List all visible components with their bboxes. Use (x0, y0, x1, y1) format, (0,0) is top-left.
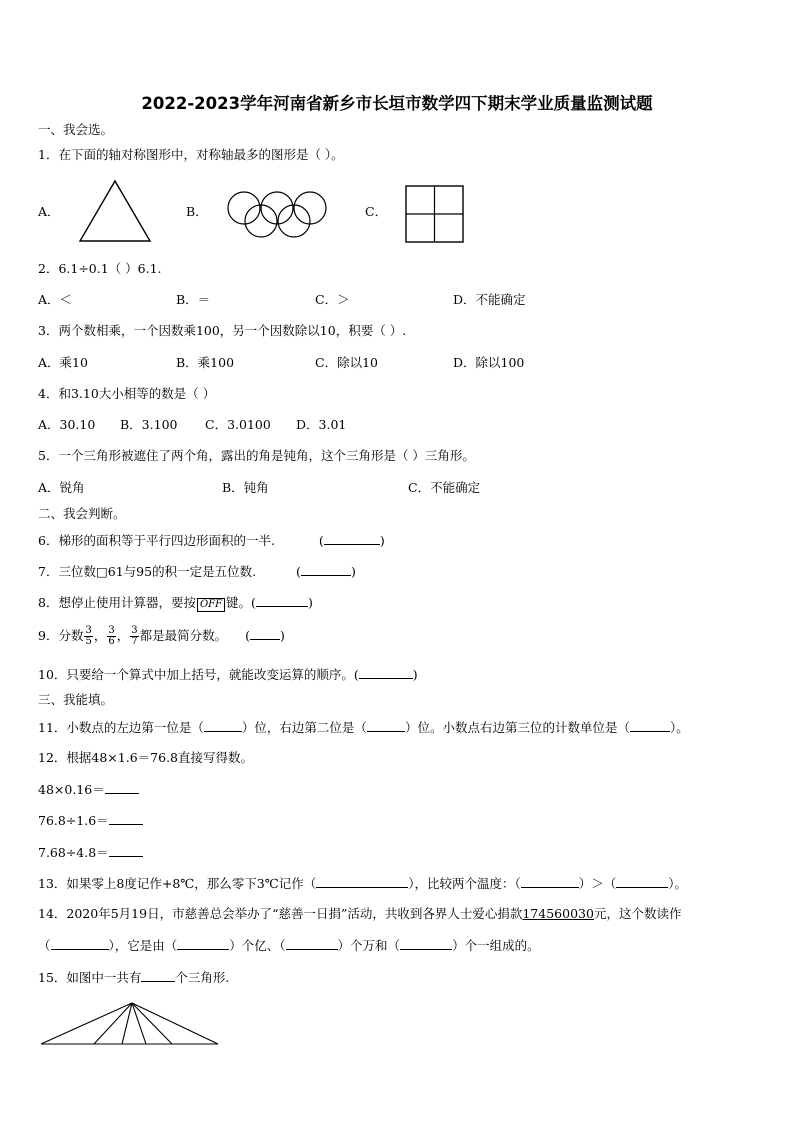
question-1-option-c: C． (365, 204, 388, 219)
question-7-stem: 7．三位数□61与95的积一定是五位数. (38, 564, 257, 579)
question-2-option-b: B．＝ (176, 292, 211, 307)
question-12-blank-2[interactable] (109, 812, 143, 825)
question-12-line-2: 76.8÷1.6＝ (38, 812, 143, 829)
question-8-text: 8．想停止使用计算器，要按 OFF 键。( ) (38, 595, 313, 610)
question-14-part-b: 元，这个数读作 (593, 906, 682, 921)
question-9-text: 9．分数 $\frac{3}{5}$ ， $\frac{3}{6}$ ， $\frac{3}{7}$ 都是最简分数。 ( ) (38, 625, 285, 647)
question-3-option-b: B．乘100 (176, 355, 235, 370)
question-12-line-3: 7.68÷4.8＝ (38, 844, 143, 861)
question-11-blank-3[interactable] (630, 719, 670, 732)
question-4-stem: 4．和3.10大小相等的数是（ ） (38, 386, 216, 401)
question-4-option-a: A．30.10 (38, 417, 96, 432)
section-heading-choice: 一、我会选。 (38, 122, 114, 137)
question-13-text (38, 875, 687, 892)
question-14-part-d: ），它是由（ (108, 938, 178, 953)
question-12-stem: 12．根据48×1.6＝76.8直接写得数。 (38, 750, 253, 765)
question-14-blank-1[interactable] (51, 937, 109, 950)
question-15-part-b: 个三角形. (175, 970, 230, 985)
question-14-blank-3[interactable] (286, 937, 338, 950)
question-13-part-b: ），比较两个温度：（ (408, 876, 521, 891)
question-14-blank-2[interactable] (177, 937, 229, 950)
question-4-option-c: C．3.0100 (205, 417, 271, 432)
question-1-stem: 1．在下面的轴对称图形中，对称轴最多的图形是（ ）。 (38, 147, 344, 162)
question-14-part-a: 14．2020年5月19日，市慈善总会举办了“慈善一日捐”活动，共收到各界人士爱心捐款 (38, 906, 523, 921)
question-9-stem-end: 都是最简分数。 (139, 628, 228, 643)
square-grid-figure (405, 185, 465, 243)
question-12-blank-3[interactable] (109, 844, 143, 857)
question-11-part-b: ）位，右边第二位是（ (241, 720, 367, 735)
fraction-3-6: $\frac{3}{6}$ (108, 625, 115, 647)
question-8-answer-blank[interactable] (256, 594, 308, 607)
fraction-3-7: $\frac{3}{7}$ (131, 625, 138, 647)
question-11-part-a: 11．小数点的左边第一位是（ (38, 720, 204, 735)
question-11-part-c: ）位。小数点右边第三位的计数单位是（ (404, 720, 630, 735)
question-5-option-c: C．不能确定 (408, 480, 481, 495)
question-3-option-a: A．乘10 (38, 355, 88, 370)
question-12-line-1: 48×0.16＝ (38, 781, 139, 798)
question-14-part-f: ）个万和（ (337, 938, 401, 953)
question-8-stem-end: 键。( (226, 595, 256, 610)
donation-amount: 174560030 (522, 906, 594, 921)
section-heading-judge: 二、我会判断。 (38, 506, 126, 521)
question-14-line-1 (38, 906, 681, 922)
question-9-answer-blank[interactable] (250, 627, 280, 640)
question-4-option-d: D．3.01 (296, 417, 347, 432)
question-13-part-c: ）＞（ (578, 876, 617, 891)
question-13-part-a: 13．如果零上8度记作+8℃，那么零下3℃记作（ (38, 876, 317, 891)
question-14-part-c: （ (38, 938, 51, 953)
question-13-part-d: ）。 (668, 876, 688, 891)
question-2-stem: 2．6.1÷0.1（ ）6.1. (38, 261, 162, 276)
question-2-option-a: A．＜ (38, 292, 73, 307)
question-4-option-b: B．3.100 (120, 417, 178, 432)
question-15-blank[interactable] (141, 969, 175, 982)
question-1-option-a: A． (38, 204, 60, 219)
triangle-figure (78, 178, 152, 244)
question-13-blank-2[interactable] (521, 875, 579, 888)
question-14-part-g: ）个一组成的。 (452, 938, 540, 953)
question-6-text: 6．梯形的面积等于平行四边形面积的一半. ( ) (38, 533, 385, 548)
fan-triangles-figure (38, 1000, 222, 1048)
question-13-blank-1[interactable] (316, 875, 408, 888)
question-10-answer-blank[interactable] (359, 666, 413, 679)
off-key-icon: OFF (197, 598, 225, 612)
question-13-blank-3[interactable] (616, 875, 668, 888)
question-6-stem: 6．梯形的面积等于平行四边形面积的一半. (38, 533, 275, 548)
question-1-option-b: B． (186, 204, 208, 219)
question-11-text (38, 719, 689, 736)
question-11-blank-1[interactable] (204, 719, 242, 732)
question-10-text: 10．只要给一个算式中加上括号，就能改变运算的顺序。( ) (38, 667, 418, 682)
question-3-option-d: D．除以100 (453, 355, 525, 370)
fraction-3-5: $\frac{3}{5}$ (85, 625, 92, 647)
question-2-option-c: C．＞ (315, 292, 350, 307)
question-14-line-2 (38, 937, 540, 954)
section-heading-fill: 三、我能填。 (38, 692, 114, 707)
question-15-part-a: 15．如图中一共有 (38, 970, 142, 985)
question-11-part-d: ）。 (669, 720, 689, 735)
question-10-stem: 10．只要给一个算式中加上括号，就能改变运算的顺序。( (38, 667, 359, 682)
question-5-option-b: B．钝角 (222, 480, 269, 495)
question-6-answer-blank[interactable] (324, 532, 380, 545)
question-7-answer-blank[interactable] (301, 563, 351, 576)
olympic-rings-figure (226, 190, 330, 240)
question-3-option-c: C．除以10 (315, 355, 378, 370)
question-14-blank-4[interactable] (400, 937, 452, 950)
question-14-part-e: ）个亿、（ (229, 938, 286, 953)
question-15-text (38, 969, 229, 986)
question-3-stem: 3．两个数相乘，一个因数乘100，另一个因数除以10，积要（ ）. (38, 323, 407, 338)
question-5-stem: 5．一个三角形被遮住了两个角，露出的角是钝角，这个三角形是（ ）三角形。 (38, 448, 475, 463)
question-11-blank-2[interactable] (367, 719, 405, 732)
question-8-stem: 8．想停止使用计算器，要按 (38, 595, 196, 610)
question-7-text: 7．三位数□61与95的积一定是五位数. ( ) (38, 564, 356, 579)
page-title: 2022-2023学年河南省新乡市长垣市数学四下期末学业质量监测试题 (141, 94, 653, 113)
question-2-option-d: D．不能确定 (453, 292, 526, 307)
question-12-blank-1[interactable] (105, 781, 139, 794)
question-5-option-a: A．锐角 (38, 480, 85, 495)
question-9-stem: 9．分数 (38, 628, 84, 643)
